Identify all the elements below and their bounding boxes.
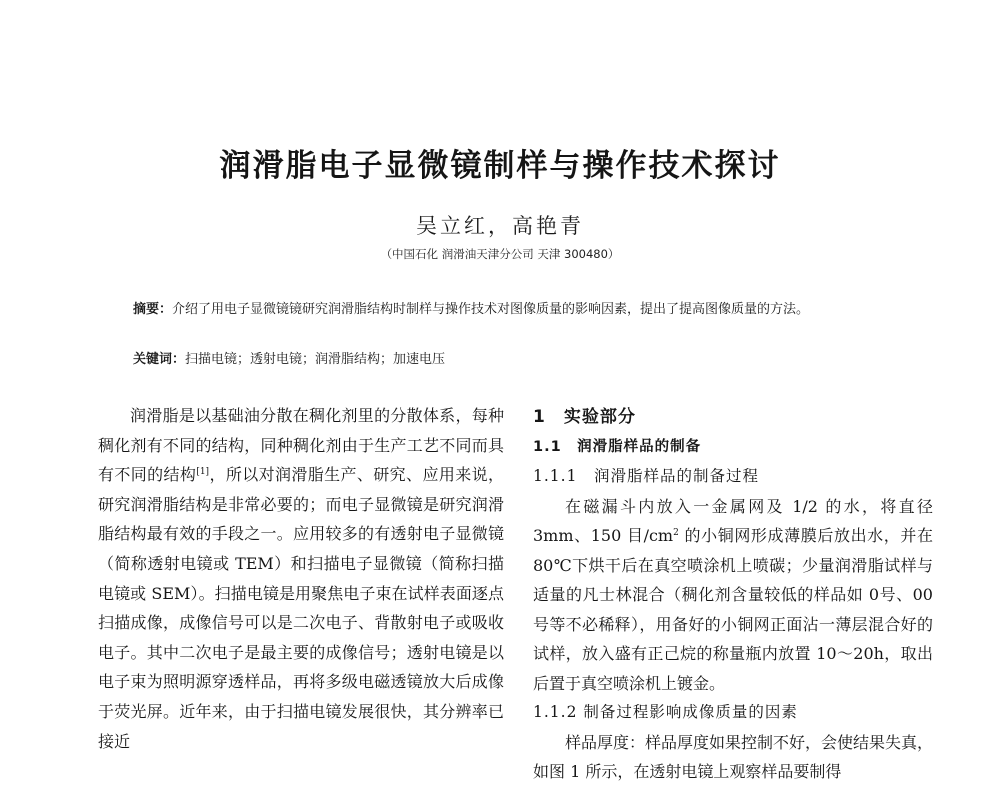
subsubsection-heading-quality-factors: 1.1.2 制备过程影响成像质量的因素 bbox=[533, 703, 798, 721]
subsubsection-heading-prep-process: 1.1.1 润滑脂样品的制备过程 bbox=[533, 467, 759, 485]
reference-marker: [1] bbox=[196, 467, 210, 478]
abstract-label: 摘要： bbox=[133, 302, 173, 317]
affiliation: （中国石化 润滑油天津分公司 天津 300480） bbox=[380, 247, 620, 261]
keywords-label: 关键词： bbox=[133, 352, 186, 367]
right-column-body bbox=[533, 403, 933, 787]
keywords bbox=[133, 349, 903, 371]
intro-text-part1: 润滑脂是以基础油分散在稠化剂里的分散体系，每种稠化剂有不同的结构，同种稠化剂由于生产工艺不同而具有不同的结构 bbox=[98, 406, 504, 485]
paragraph-prep-process bbox=[533, 492, 933, 699]
abstract bbox=[133, 298, 903, 322]
keywords-text: 扫描电镜；透射电镜；润滑脂结构；加速电压 bbox=[185, 352, 446, 367]
superscript-2: 2 bbox=[673, 528, 679, 538]
paragraph-sample-thickness: 样品厚度：样品厚度如果控制不好，会使结果失真，如图 1 所示，在透射电镜上观察样品要制得 bbox=[533, 732, 934, 781]
abstract-text: 介绍了用电子显微镜镜研究润滑脂结构时制样与操作技术对图像质量的影响因素，提出了提高图像质量的方法。 bbox=[172, 302, 810, 317]
paper-title: 润滑脂电子显微镜制样与操作技术探讨 bbox=[219, 148, 781, 184]
intro-text-part2: ，所以对润滑脂生产、研究、应用来说，研究润滑脂结构是非常必要的；而电子显微镜是研究润滑脂结构最有效的手段之一。应用较多的有透射电子显微镜（简称透射电镜或 TEM）和扫描电子显微镜（简称扫描电镜或 SEM）。扫描电镜是用聚焦电子束在试样表面逐点扫描成像，成像信号可以是二次电子、背散射电子或吸收电子。其中二次电子是最主要的成像信号；透射电镜是以电子束为照明源穿透样品，再将多级电磁透镜放大后成像于荧光屏。近年来，由于扫描电镜发展很快，其分辨率已接近 bbox=[98, 465, 504, 751]
subsection-heading-sample-prep: 1.1 润滑脂样品的制备 bbox=[533, 438, 702, 455]
left-column-body bbox=[98, 401, 504, 756]
section-heading-experimental: 1 实验部分 bbox=[533, 407, 636, 427]
authors: 吴立红，高艳青 bbox=[416, 214, 584, 238]
prep-text-a: 在磁漏斗内放入一金属网及 1/2 的水，将直径 3mm、150 目/cm bbox=[533, 496, 933, 545]
prep-text-b: 的小铜网形成薄膜后放出水，并在 80℃下烘干后在真空喷涂机上喷碳；少量润滑脂试样与适量的凡士林混合（稠化剂含量较低的样品如 0号、00 号等不必稀释），用备好的小铜网正面沾一薄层混合好的试样，放入盛有正己烷的称量瓶内放置 10～20h，取出后置于真空喷涂机上镀金。 bbox=[533, 526, 933, 693]
